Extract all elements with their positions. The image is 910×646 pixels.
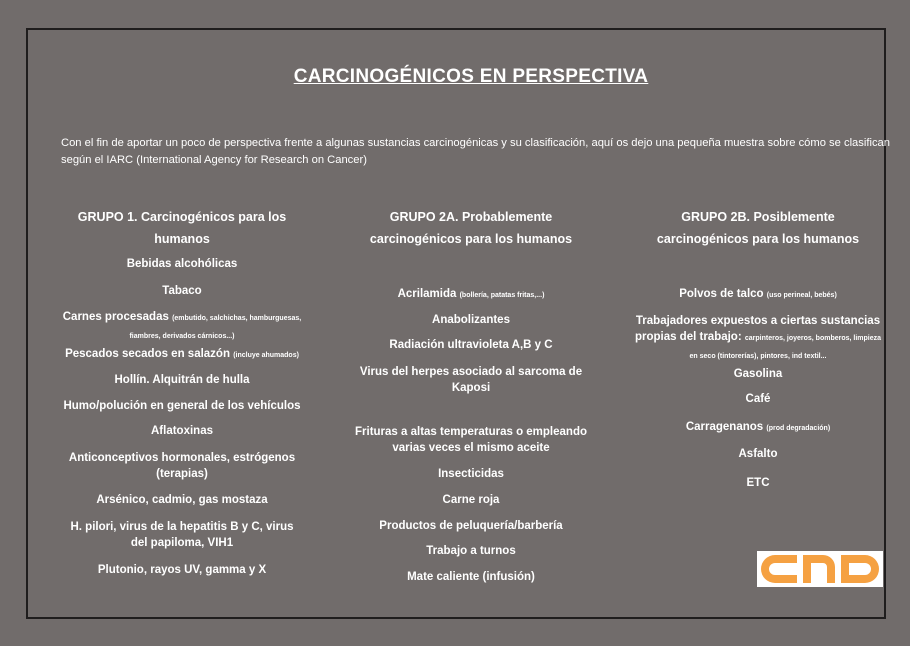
item-note: (uso perineal, bebés): [766, 292, 837, 299]
group-2a-item: [344, 312, 598, 328]
item-text: Trabajadores expuestos a ciertas sustancias propias del trabajo:: [634, 315, 881, 343]
group-1-item: [62, 309, 302, 345]
group-2a-item: [344, 364, 598, 396]
item-text: Acrilamida: [397, 288, 457, 300]
item-text: Tabaco: [162, 285, 202, 297]
group-1-item: [62, 562, 302, 578]
group-1-item: [62, 492, 302, 508]
group-2a-item: [344, 569, 598, 585]
group-1-column: [62, 206, 302, 576]
item-text: Frituras a altas temperaturas o empleando varias veces el mismo aceite: [355, 426, 587, 454]
item-text: Radiación ultravioleta A,B y C: [389, 339, 553, 351]
item-text: Carragenanos: [685, 421, 764, 433]
item-text: Hollín. Alquitrán de hulla: [114, 374, 250, 386]
item-text: Insecticidas: [438, 468, 504, 480]
item-text: Bebidas alcohólicas: [126, 258, 238, 270]
item-text: Pescados secados en salazón: [65, 348, 230, 360]
item-text: Asfalto: [738, 448, 778, 460]
group-2b-item: [634, 446, 882, 462]
cnp-logo: [757, 551, 883, 587]
item-text: Plutonio, rayos UV, gamma y X: [97, 564, 267, 576]
group-1-item: [62, 519, 302, 551]
group-1-heading: GRUPO 1. Carcinogénicos para los humanos: [77, 210, 287, 246]
group-1-item: [62, 256, 302, 272]
item-text: Mate caliente (infusión): [407, 571, 535, 583]
item-text: Productos de peluquería/barbería: [379, 520, 563, 532]
item-text: Carne roja: [442, 494, 500, 506]
item-text: Gasolina: [733, 368, 783, 380]
item-note: (bollería, patatas fritas,...): [459, 292, 545, 299]
group-1-item: [62, 423, 302, 439]
group-1-item: [62, 283, 302, 299]
group-2a-heading: GRUPO 2A. Probablemente carcinogénicos para los humanos: [369, 210, 573, 246]
item-note: (embutido, salchichas, hamburguesas, fiambres, derivados cárnicos...): [129, 315, 302, 340]
page-title: CARCINOGÉNICOS EN PERSPECTIVA: [293, 66, 649, 87]
group-1-item: [62, 398, 302, 414]
group-2b-heading: GRUPO 2B. Posiblemente carcinogénicos para los humanos: [656, 210, 860, 246]
group-2a-item: [344, 518, 598, 534]
group-2a-item: [344, 492, 598, 508]
cnp-logo-mark: [757, 551, 883, 587]
group-2a-column: [344, 206, 598, 583]
item-text: Trabajo a turnos: [426, 545, 516, 557]
item-text: H. pilori, virus de la hepatitis B y C, virus del papiloma, VIH1: [70, 521, 294, 549]
group-2b-column: [634, 206, 882, 489]
item-note: (incluye ahumados): [233, 352, 299, 359]
group-2b-item: [634, 475, 882, 491]
item-text: Anabolizantes: [432, 314, 510, 326]
group-2b-item: [634, 286, 882, 304]
item-text: Aflatoxinas: [151, 425, 213, 437]
item-text: Virus del herpes asociado al sarcoma de Kaposi: [359, 366, 583, 394]
group-2a-item: [344, 543, 598, 559]
group-2b-item: [634, 419, 882, 437]
item-text: ETC: [746, 477, 770, 489]
item-text: Café: [745, 393, 771, 405]
group-1-item: [62, 372, 302, 388]
group-1-item: [62, 346, 302, 364]
item-text: Polvos de talco: [679, 288, 764, 300]
intro-text: Con el fin de aportar un poco de perspectiva frente a algunas sustancias carcinogénicas y su clasificación, aquí os dejo una pequeña muestra sobre cómo se clasifican según el IARC (International Agency for Research on Cancer): [61, 137, 890, 166]
group-2b-item: [634, 366, 882, 382]
group-2a-item: [344, 466, 598, 482]
group-1-item: [62, 450, 302, 482]
group-2a-item: [344, 286, 598, 304]
group-2b-item: [634, 313, 882, 365]
group-2b-item: [634, 391, 882, 407]
item-note: carpinteros, joyeros, bomberos, limpieza en seco (tintorerías), pintores, ind textil...: [689, 335, 882, 360]
item-text: Carnes procesadas: [62, 311, 169, 323]
item-text: Humo/polución en general de los vehículos: [63, 400, 301, 412]
item-text: Anticonceptivos hormonales, estrógenos (terapias): [68, 452, 296, 480]
item-note: (prod degradación): [766, 425, 831, 432]
group-2a-item: [344, 424, 598, 456]
item-text: Arsénico, cadmio, gas mostaza: [96, 494, 268, 506]
group-2a-item: [344, 337, 598, 353]
